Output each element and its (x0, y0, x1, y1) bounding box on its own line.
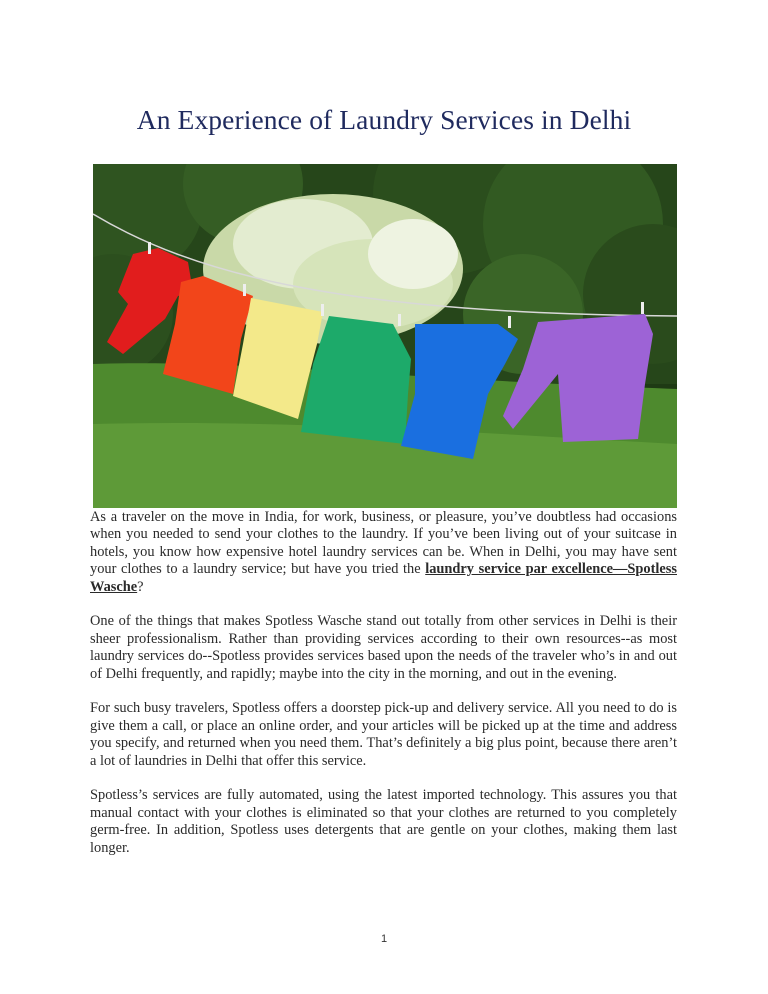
paragraph-automation: Spotless’s services are fully automated, using the latest imported technology. This assures you that manual contact with your clothes is eliminated so that your clothes are returned to you completely germ-free. In addition, Spotless uses detergents that are gentle on your clothes, making them last longer. (90, 787, 677, 856)
page-number: 1 (380, 933, 388, 945)
paragraph-intro-text: As a traveler on the move in India, for work, business, or pleasure, you’ve doubtless had occasions when you needed to send your clothes to the laundry. If you’ve been living out of your suitcase in hotels, you know how expensive hotel laundry services can be. When in Delhi, you may have sent your clothes to a laundry service; but have you tried the (90, 509, 677, 578)
paragraph-intro-end: ? (137, 578, 144, 595)
clothesline-photo (93, 164, 677, 508)
paragraph-professionalism: One of the things that makes Spotless Wasche stand out totally from other services in Delhi is their sheer professionalism. Rather than providing services according to their own resources--as most laundry services do--Spotless provides services based upon the needs of the traveler who’s in and out of Delhi frequently, and rapidly; maybe into the city in the morning, and out in the evening. (90, 613, 677, 682)
page-title: An Experience of Laundry Services in Delhi (136, 104, 632, 136)
paragraph-doorstep-service: For such busy travelers, Spotless offers a doorstep pick-up and delivery service. All you need to do is give them a call, or place an online order, and your articles will be picked up at the time and address you specify, and returned when you need them. That’s definitely a big plus point, because there aren’t a lot of laundries in Delhi that offer this service. (90, 700, 677, 769)
paragraph-intro (90, 509, 677, 596)
article-body (90, 509, 677, 874)
spotless-wasche-link[interactable]: laundry service par excellence—Spotless Wasche (90, 561, 677, 595)
